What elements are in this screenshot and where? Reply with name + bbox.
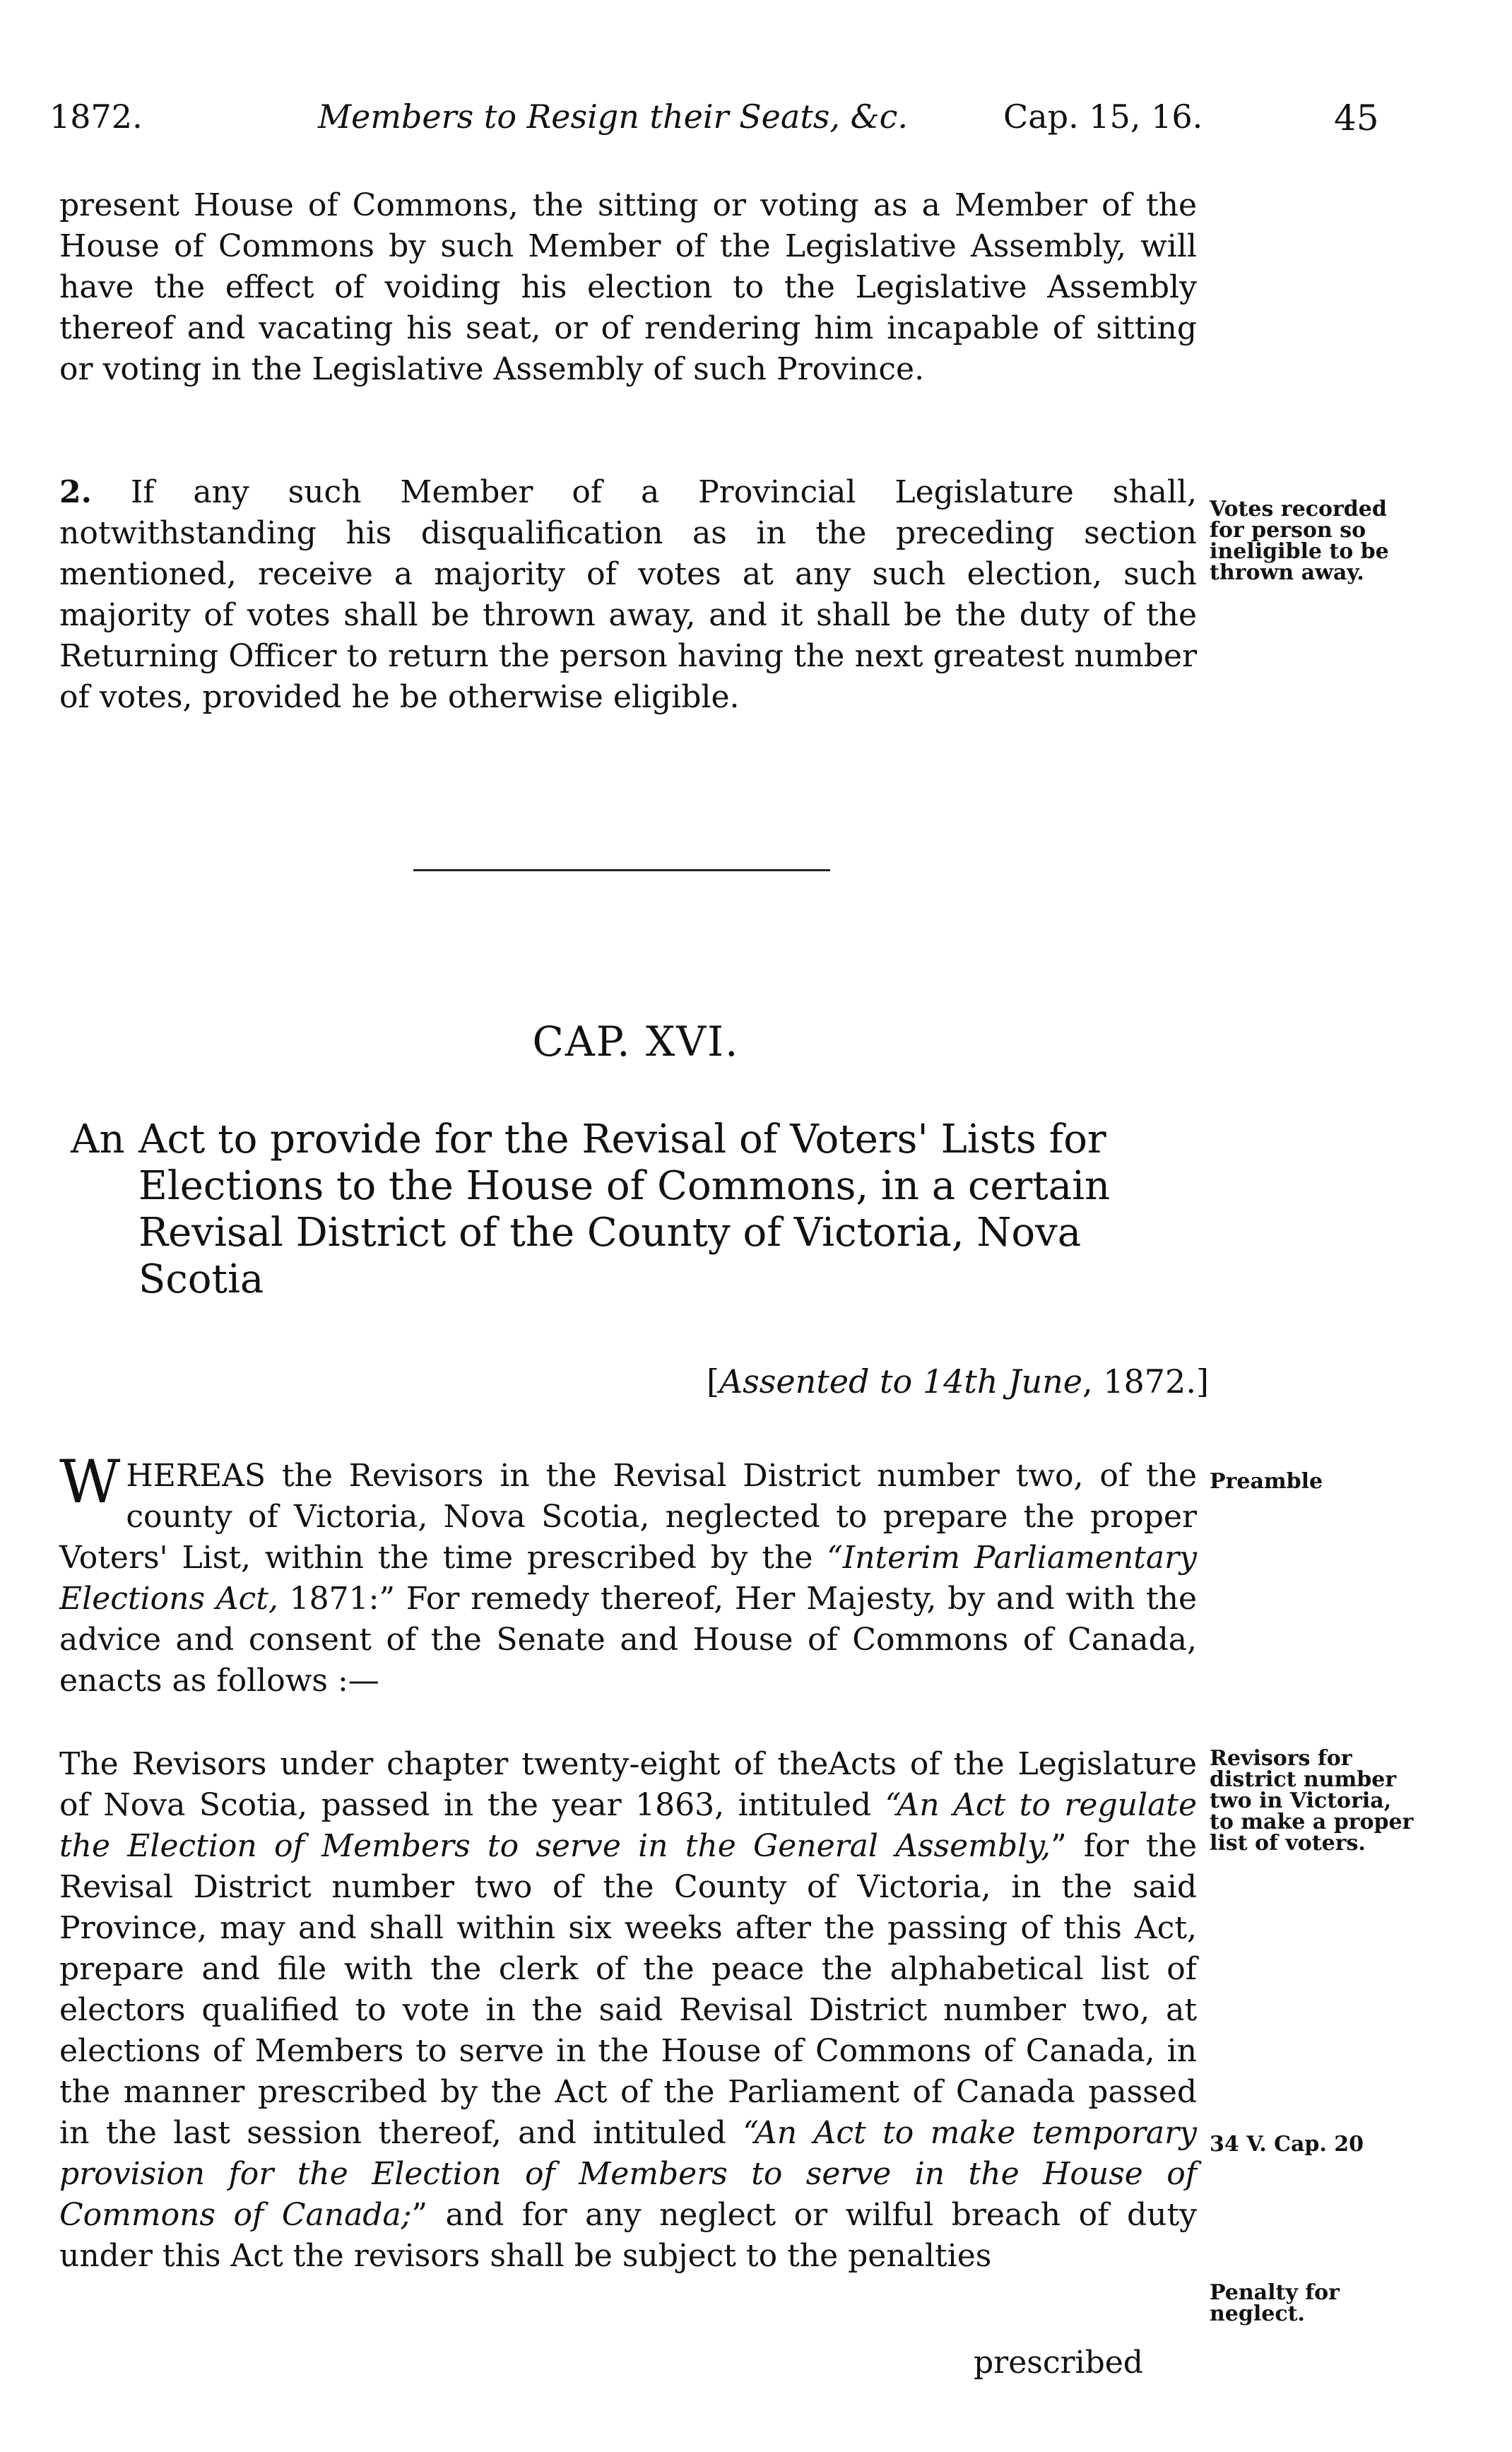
header-title: Members to Resign their Seats, &c. — [318, 98, 908, 136]
act-title-body: Act to provide for the Revisal of Voters' Lists for Elections to the House of Commons, in a certain Revisal District of the County of Victoria, Nova Scotia — [138, 1116, 1111, 1302]
assent-date: 14th June — [922, 1362, 1083, 1401]
header-chapter: Cap. 15, 16. — [1003, 98, 1203, 136]
margin-note-revisors: Revisors for district number two in Victoria, to make a proper list of voters. — [1210, 1746, 1414, 1856]
main-section-act-title-2: “An Act to make temporary provision for the Election of Members to serve in the House of Commons of Canada; — [59, 2115, 1197, 2233]
assent-close: , 1872.] — [1082, 1362, 1209, 1401]
preamble-dropcap: W — [59, 1447, 121, 1516]
continuation-paragraph: present House of Commons, the sitting or voting as a Member of the House of Commons by such Member of the Legislative Assembly, will have the effect of voiding his election to the Legislative Assembly thereof and vacating his seat, or of rendering him incapable of sitting or voting in the Legislative Assembly of such Province. — [59, 187, 1197, 387]
header-year: 1872. — [49, 98, 143, 136]
margin-note-preamble: Preamble — [1210, 1469, 1323, 1494]
assent-label: Assented to — [719, 1362, 913, 1401]
act-title-lead: An — [71, 1116, 125, 1162]
section-2-paragraph — [59, 472, 1197, 718]
main-section-text-1: The Revisors under chapter twenty-eight of theActs of the Legislature of Nova Scotia, passed in the year 1863, intituled — [59, 1746, 1197, 1823]
main-section-act-title-1: “An Act to regulate the Election of Members to serve in the General Assembly, — [59, 1787, 1197, 1864]
assent-open: [ — [707, 1362, 719, 1401]
margin-note-statute-ref: 34 V. Cap. 20 — [1210, 2132, 1364, 2157]
chapter-heading: CAP. XVI. — [532, 1018, 740, 1066]
section-divider-rule — [413, 869, 830, 871]
section-2-text: If any such Member of a Provincial Legislature shall, notwithstanding his disqualification as in the preceding section mentioned, receive a majority of votes at any such election, such majority of votes shall be thrown away, and it shall be the duty of the Returning Officer to return the person having the next greatest number of votes, provided he be otherwise eligible. — [59, 474, 1197, 715]
margin-note-votes-recorded: Votes recorded for person so ineligible to be thrown away. — [1210, 497, 1389, 585]
preamble-paragraph — [59, 1447, 1198, 1702]
main-section-paragraph — [59, 1744, 1197, 2277]
preamble-text-1: the Revisors in the Revisal District number two, of the county of Victoria, Nova Scotia, neglected to prepare the proper Voters' List, within the time prescribed by the — [59, 1458, 1197, 1576]
catchword: prescribed — [974, 2345, 1143, 2381]
preamble-first-word: HEREAS — [126, 1458, 266, 1494]
preamble-text-2: 1871:” For remedy thereof, Her Majesty, by and with the advice and consent of the Senate and House of Commons of Canada, enacts as follows :— — [59, 1581, 1198, 1699]
margin-note-penalty: Penalty for neglect. — [1210, 2280, 1340, 2326]
act-title — [71, 1116, 1194, 1303]
main-section-text-2: ” for the Revisal District number two of the County of Victoria, in the said Province, may and shall within six weeks after the passing of this Act, prepare and file with the clerk of the peace the alphabetical list of electors qualified to vote in the said Revisal District number two, at elections of Members to serve in the House of Commons of Canada, in the manner prescribed by the Act of the Parliament of Canada passed in the last session thereof, and intituled — [59, 1828, 1197, 2151]
preamble-act-name: “Interim Parliamentary Elections Act, — [59, 1540, 1197, 1617]
main-section-text-3: ” and for any neglect or wilful breach of duty under this Act the revisors shall be subject to the penalties — [59, 2197, 1197, 2274]
section-2-number: 2. — [59, 474, 92, 510]
page-number: 45 — [1334, 98, 1379, 138]
assent-line — [707, 1362, 1209, 1401]
